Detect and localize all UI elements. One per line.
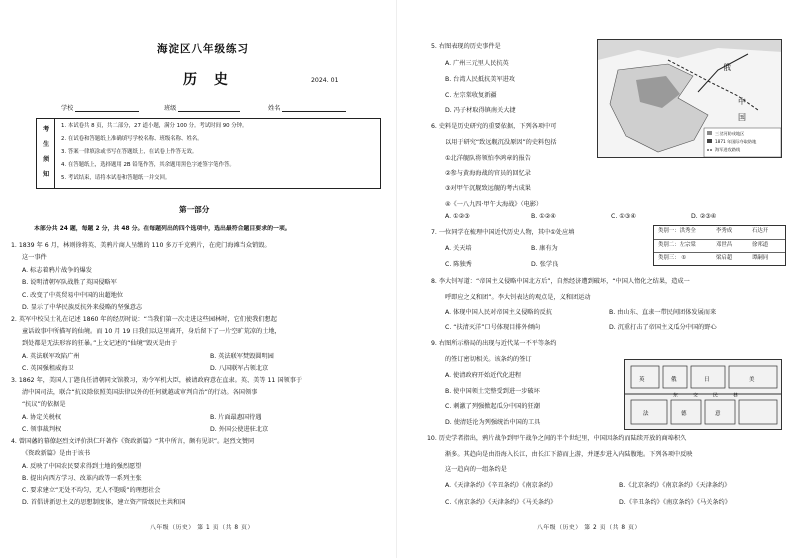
question-1-stem: 这一事件: [22, 254, 47, 261]
page-footer: 八年级（历史） 第 1 页（共 8 页）: [150, 525, 254, 531]
q5-option-c[interactable]: C. 左宗棠收复新疆: [445, 92, 497, 99]
question-6-stem: 以用于研究“致远舰沉没原因”的史料包括: [445, 139, 557, 146]
question-10-stem: 这一趋向的一组条约是: [445, 466, 507, 473]
subject-title: 历 史: [183, 72, 234, 88]
question-3-stem: “抗议”的依据是: [22, 401, 66, 408]
page-footer: 八年级（历史） 第 2 页（共 8 页）: [537, 525, 641, 531]
notice-label: 考 生 须 知: [37, 119, 55, 188]
section-intro: 本部分共 24 题，每题 2 分，共 48 分。在每题列出的四个选项中，选出最符合题目要求的一项。: [34, 226, 291, 232]
q7-option-c[interactable]: C. 陈独秀: [445, 261, 472, 268]
question-2-stem: 2. 英军中校吴士礼在记述 1860 年的经历时说：“当我们第一次走进这些园林时，它们使我们想起: [11, 316, 277, 323]
notice-item: 2. 在试卷和答题纸上准确填写学校名称、班级名称、姓名。: [61, 136, 203, 142]
svg-text:俄: 俄: [723, 63, 731, 72]
question-3-stem: 3. 1862 年，美国人丁韪良任清朝同文馆教习，劝令军机大臣，被请政府意在直隶。英、美等 11 国领事于: [11, 377, 303, 384]
question-3-stem: 清中国司法，联合“抗议除依照美国法律以外的任何就越或审判自治”的行动。各国领事: [22, 389, 258, 396]
q7-option-d[interactable]: D. 张学良: [531, 261, 559, 268]
school-field[interactable]: 学校: [61, 104, 139, 112]
historical-map: [597, 39, 782, 158]
question-7-stem: 7. 一位同学在梳理中国近代历史人物，其中①处应填: [431, 229, 575, 236]
q3-option-a[interactable]: A. 协定关税权: [22, 414, 61, 421]
q7-option-a[interactable]: A. 关天培: [445, 245, 472, 252]
q1-option-b[interactable]: B. 说明清朝军队战胜了英国侵略军: [22, 279, 117, 286]
question-1-stem: 1. 1839 年 6 月，林则徐将英、美鸦片商人呈缴的 110 多万千克鸦片，在虎门海滩当众销毁。: [11, 242, 271, 249]
notice-item: 5. 考试结束，请将本试卷和答题纸一并交回。: [61, 175, 171, 181]
q4-option-c[interactable]: C. 要求建立“无处不均匀，无人不饱暖”的理想社会: [22, 487, 161, 494]
q5-option-b[interactable]: B. 台湾人民抵抗美军进攻: [445, 76, 516, 83]
question-10-stem: 10. 历史学者指出，鸦片战争到甲午战争之间的半个世纪里，中国因条约而陆续开放的商埠积久: [427, 435, 687, 442]
question-8-stem: 呼即应之义和团”。李大钊表达的观点是，义和团运动: [445, 294, 591, 301]
q6-material: ③对甲午沉舰致远舰的考古成果: [445, 185, 531, 192]
q6-material: ①北洋舰队将领怕李鸿章的报告: [445, 155, 531, 162]
q2-option-a[interactable]: A. 英法联军攻陷广州: [22, 353, 80, 360]
exam-title: 海淀区八年级练习: [157, 43, 249, 55]
svg-text:国: 国: [738, 113, 746, 122]
q3-option-d[interactable]: D. 外国公使进驻北京: [210, 426, 269, 433]
question-9-stem: 9. 右图所示格局的出现与近代某一不平等条约: [431, 340, 557, 347]
svg-text:俄: 俄: [671, 377, 677, 383]
q9-option-d[interactable]: D. 使清廷沦为列强统治中国的工具: [445, 419, 541, 426]
q3-option-b[interactable]: B. 片面最惠国待遇: [210, 414, 262, 421]
svg-text:美: 美: [749, 377, 755, 383]
q10-option-c[interactable]: C.《南京条约》《天津条约》《马关条约》: [445, 499, 557, 506]
q4-option-d[interactable]: D. 首倡讲新思主义的思想制度体，建立资产阶级民主共和国: [22, 499, 186, 506]
svg-text:民: 民: [713, 393, 718, 399]
svg-text:交: 交: [693, 393, 698, 399]
q6-option-b[interactable]: B. ①②④: [531, 213, 556, 220]
q6-option-d[interactable]: D. ②③④: [691, 213, 717, 220]
q10-option-a[interactable]: A.《天津条约》《辛丑条约》《南京条约》: [445, 482, 557, 489]
name-field[interactable]: 姓名: [268, 104, 346, 112]
q4-option-b[interactable]: B. 提出向西方学习、改革内政等一系列主张: [22, 475, 142, 482]
q8-option-c[interactable]: C. “扶清灭洋”口号体现目排外倾向: [445, 324, 541, 331]
q10-option-b[interactable]: B.《北京条约》《南京条约》《天津条约》: [619, 482, 731, 489]
q6-material: ④《一八九四·甲午大海战》（电影）: [445, 201, 543, 208]
class-field[interactable]: 班级: [164, 104, 240, 112]
question-4-stem: 4. 曾国藩的幕僚赵烈文评价洪仁玕著作《资政新篇》“其中所言，颇有见识”。赵烈文赞同: [11, 438, 255, 445]
q8-option-a[interactable]: A. 体现中国人民对帝国主义侵略的反抗: [445, 309, 553, 316]
question-8-stem: 8. 李大钊写道：“帝国主义侵略中国北方后”，自然经济遭到破坏，“中国人惰化之结果，造成一: [431, 278, 690, 285]
exam-date: 2024. 01: [311, 77, 339, 84]
q5-option-d[interactable]: D. 冯子材取得镇南关大捷: [445, 107, 516, 114]
question-10-stem: 渐多。其趋向是由沿海入长江，由长江下游而上游，并逐步进入内陆腹地。下列各项中反映: [445, 451, 693, 458]
section-title: 第一部分: [179, 205, 210, 214]
question-9-stem: 的签订密切相关。该条约的签订: [445, 356, 532, 363]
svg-text:法: 法: [643, 411, 649, 417]
table-row: 类别二：左宗棠 邓世昌 徐邦道: [654, 240, 785, 254]
q1-option-a[interactable]: A. 标志着鸦片战争的爆发: [22, 267, 92, 274]
question-4-stem: 《资政新篇》是由于该书: [22, 450, 91, 457]
q4-option-a[interactable]: A. 反映了中国农民要求得到土地的强烈愿望: [22, 463, 142, 470]
q8-option-b[interactable]: B. 由山东、直隶一带民间团体发展而来: [609, 309, 717, 316]
svg-text:东: 东: [673, 393, 678, 399]
svg-text:中: 中: [738, 97, 746, 106]
q2-option-b[interactable]: B. 英法联军焚毁圆明园: [210, 353, 274, 360]
notice-item: 3. 答案一律填涂或书写在答题纸上，在试卷上作答无效。: [61, 149, 198, 155]
table-row: 类别一：洪秀全 李秀成 石达开: [654, 226, 785, 240]
svg-text:英: 英: [639, 377, 645, 383]
person-category-table: [653, 225, 786, 266]
legation-quarter-plan: [624, 359, 782, 430]
q1-option-c[interactable]: C. 改变了中英贸易中中国的出超地位: [22, 292, 124, 299]
svg-text:三岔河防戍地区: 三岔河防戍地区: [715, 131, 745, 136]
q1-option-d[interactable]: D. 显示了中华民族反抗外来侵略的坚强意志: [22, 304, 143, 311]
q6-material: ②参与黄海海战的官员的回忆录: [445, 170, 531, 177]
q10-option-d[interactable]: D.《辛丑条约》《南京条约》《马关条约》: [619, 499, 731, 506]
q5-option-a[interactable]: A. 广州三元里人民抗英: [445, 60, 509, 67]
svg-text:巷: 巷: [733, 393, 738, 399]
question-2-stem: 到处都是无法形容的狂暴。”上文记述的“仙境”毁灭是由于: [22, 340, 178, 347]
table-row: 类别三： ① 梁启超 谭嗣同: [658, 255, 769, 262]
question-5-stem: 5. 右图表现的历史事件是: [431, 43, 501, 50]
plan-drawing: [625, 360, 782, 430]
svg-text:德: 德: [681, 411, 687, 417]
q9-option-a[interactable]: A. 使清政府开始近代化进程: [445, 372, 522, 379]
page-2: [397, 0, 794, 558]
svg-text:1871 年国际夺取防地: 1871 年国际夺取防地: [715, 139, 757, 144]
q9-option-b[interactable]: B. 使中国领土完整受到进一步破坏: [445, 388, 540, 395]
q6-option-c[interactable]: C. ①③④: [611, 213, 636, 220]
q3-option-c[interactable]: C. 领事裁判权: [22, 426, 62, 433]
q7-option-b[interactable]: B. 康有为: [531, 245, 558, 252]
candidate-notice-box: [36, 118, 381, 189]
question-2-stem: 童话故事中所描写的仙境。而 10 月 19 日我们以这里离开，身后留下了一片空旷荒凉的土地，: [22, 328, 281, 335]
map-drawing: [598, 40, 782, 158]
q2-option-c[interactable]: C. 英国强租威海卫: [22, 365, 74, 372]
notice-item: 4. 在答题纸上，选择题用 2B 铅笔作答，其余题用黑色字迹签字笔作答。: [61, 162, 235, 168]
svg-text:日: 日: [704, 377, 710, 383]
q6-option-a[interactable]: A. ①②③: [445, 213, 470, 220]
question-6-stem: 6. 史料是历史研究的重要依据，下列各项中可: [431, 123, 557, 130]
q9-option-c[interactable]: C. 刺激了列强掀起瓜分中国的狂潮: [445, 403, 540, 410]
svg-text:海军进攻路线: 海军进攻路线: [715, 147, 741, 152]
svg-text:意: 意: [715, 411, 721, 417]
notice-item: 1. 本试卷共 8 页，共二部分，27 道小题，满分 100 分。考试时间 90 分钟。: [61, 123, 248, 129]
q2-option-d[interactable]: D. 八国联军占领北京: [210, 365, 269, 372]
q8-option-d[interactable]: D. 沉重打击了帝国主义瓜分中国的野心: [609, 324, 717, 331]
